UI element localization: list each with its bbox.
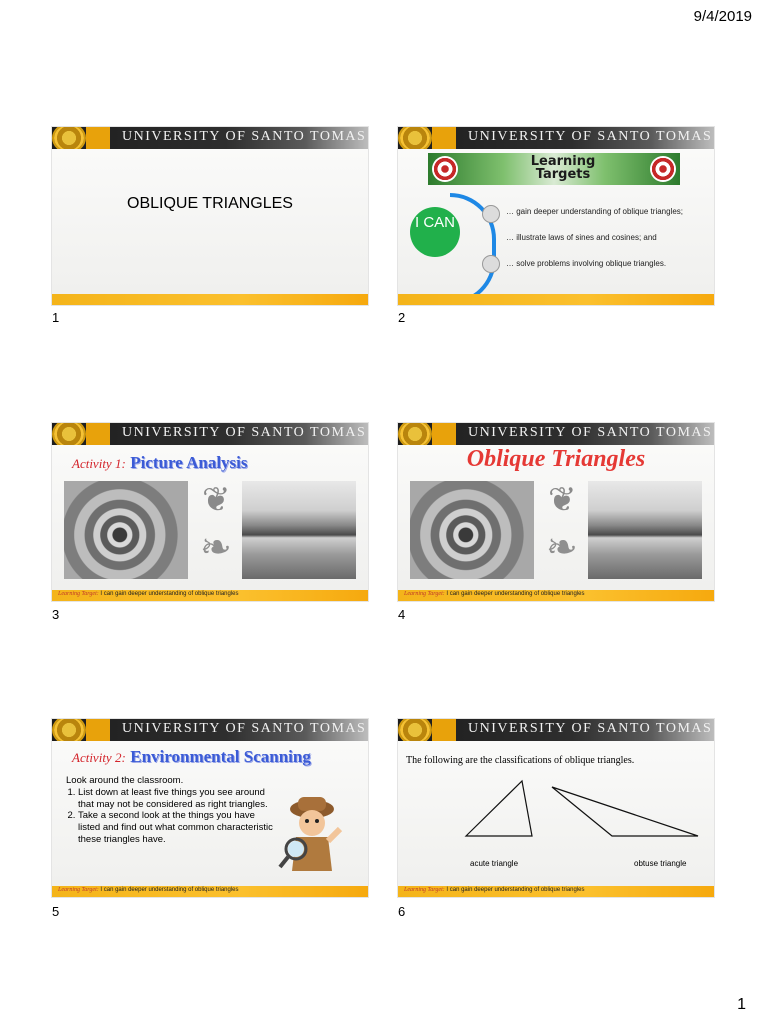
butterfly-icon: ❦ [202,481,231,519]
mountain-lake-image [242,481,356,579]
slide-number: 1 [52,310,60,325]
header-title: UNIVERSITY OF SANTO TOMAS [122,721,367,736]
activity-title [72,747,311,767]
slide-number: 3 [52,607,60,622]
detective-icon [274,791,344,875]
target-icon [650,156,676,182]
slide-3 [52,423,368,601]
activity-name: Picture Analysis [130,453,248,472]
fractal-image [64,481,188,579]
slide-1 [52,127,368,305]
university-seal-icon [54,127,84,151]
page-date: 9/4/2019 [693,8,752,25]
footer-learning-target: Learning Target: I can gain deeper understanding of oblique triangles [58,591,239,597]
footer-learning-target: Learning Target: I can gain deeper understanding of oblique triangles [404,887,585,893]
slide-header [52,719,368,741]
obtuse-triangle [552,787,698,836]
slide-number: 5 [52,904,60,919]
target-item: … solve problems involving oblique triangles. [506,259,667,268]
learning-targets-banner [428,153,680,185]
footer-learning-target: Learning Target: I can gain deeper understanding of oblique triangles [404,591,585,597]
activity-title [72,453,248,473]
target-item: … illustrate laws of sines and cosines; and [506,233,657,242]
slide-header [398,423,714,445]
slide-4 [398,423,714,601]
slide-title: OBLIQUE TRIANGLES [127,195,293,212]
i-can-badge: I CAN [410,207,460,257]
slide-2 [398,127,714,305]
instructions-list [66,787,276,846]
slide-number: 6 [398,904,406,919]
target-item: … gain deeper understanding of oblique triangles; [506,207,684,216]
header-title: UNIVERSITY OF SANTO TOMAS [122,129,367,144]
fractal-image [410,481,534,579]
acute-triangle-label: acute triangle [470,859,519,868]
list-item: 2. Take a second look at the things you have listed and find out what common characteristic these triangles have. [78,810,276,845]
university-seal-icon [54,719,84,743]
slide-header [398,719,714,741]
slide-header [52,423,368,445]
activity-instructions [66,775,276,846]
slide-5 [52,719,368,897]
cursor-icon [482,255,500,273]
header-title: UNIVERSITY OF SANTO TOMAS [468,721,713,736]
banner-text: Learning Targets [530,154,596,182]
footer-learning-target: Learning Target: I can gain deeper understanding of oblique triangles [58,887,239,893]
activity-label: Activity 2: [72,750,126,765]
header-title: UNIVERSITY OF SANTO TOMAS [468,425,713,440]
list-item: 1. List down at least five things you see around that may not be considered as right triangles. [78,787,276,811]
slide-title: Oblique Triangles [466,446,646,472]
activity-label: Activity 1: [72,456,126,471]
mountain-lake-image [588,481,702,579]
butterfly-icon: ❦ [548,481,577,519]
instructions-intro: Look around the classroom. [66,775,184,786]
header-title: UNIVERSITY OF SANTO TOMAS [122,425,367,440]
slide-number: 4 [398,607,406,622]
leaf-icon: ❧ [546,527,578,569]
cursor-icon [482,205,500,223]
university-seal-icon [400,127,430,151]
page-number: 1 [737,996,746,1013]
acute-triangle [466,781,532,836]
slide-header [398,127,714,149]
slide-header [52,127,368,149]
university-seal-icon [400,719,430,743]
university-seal-icon [54,423,84,447]
obtuse-triangle-label: obtuse triangle [634,859,687,868]
university-seal-icon [400,423,430,447]
header-title: UNIVERSITY OF SANTO TOMAS [468,129,713,144]
leaf-icon: ❧ [200,527,232,569]
target-icon [432,156,458,182]
slide-number: 2 [398,310,406,325]
slide-6 [398,719,714,897]
slide-heading: The following are the classifications of oblique triangles. [406,755,635,766]
activity-name: Environmental Scanning [130,747,311,766]
